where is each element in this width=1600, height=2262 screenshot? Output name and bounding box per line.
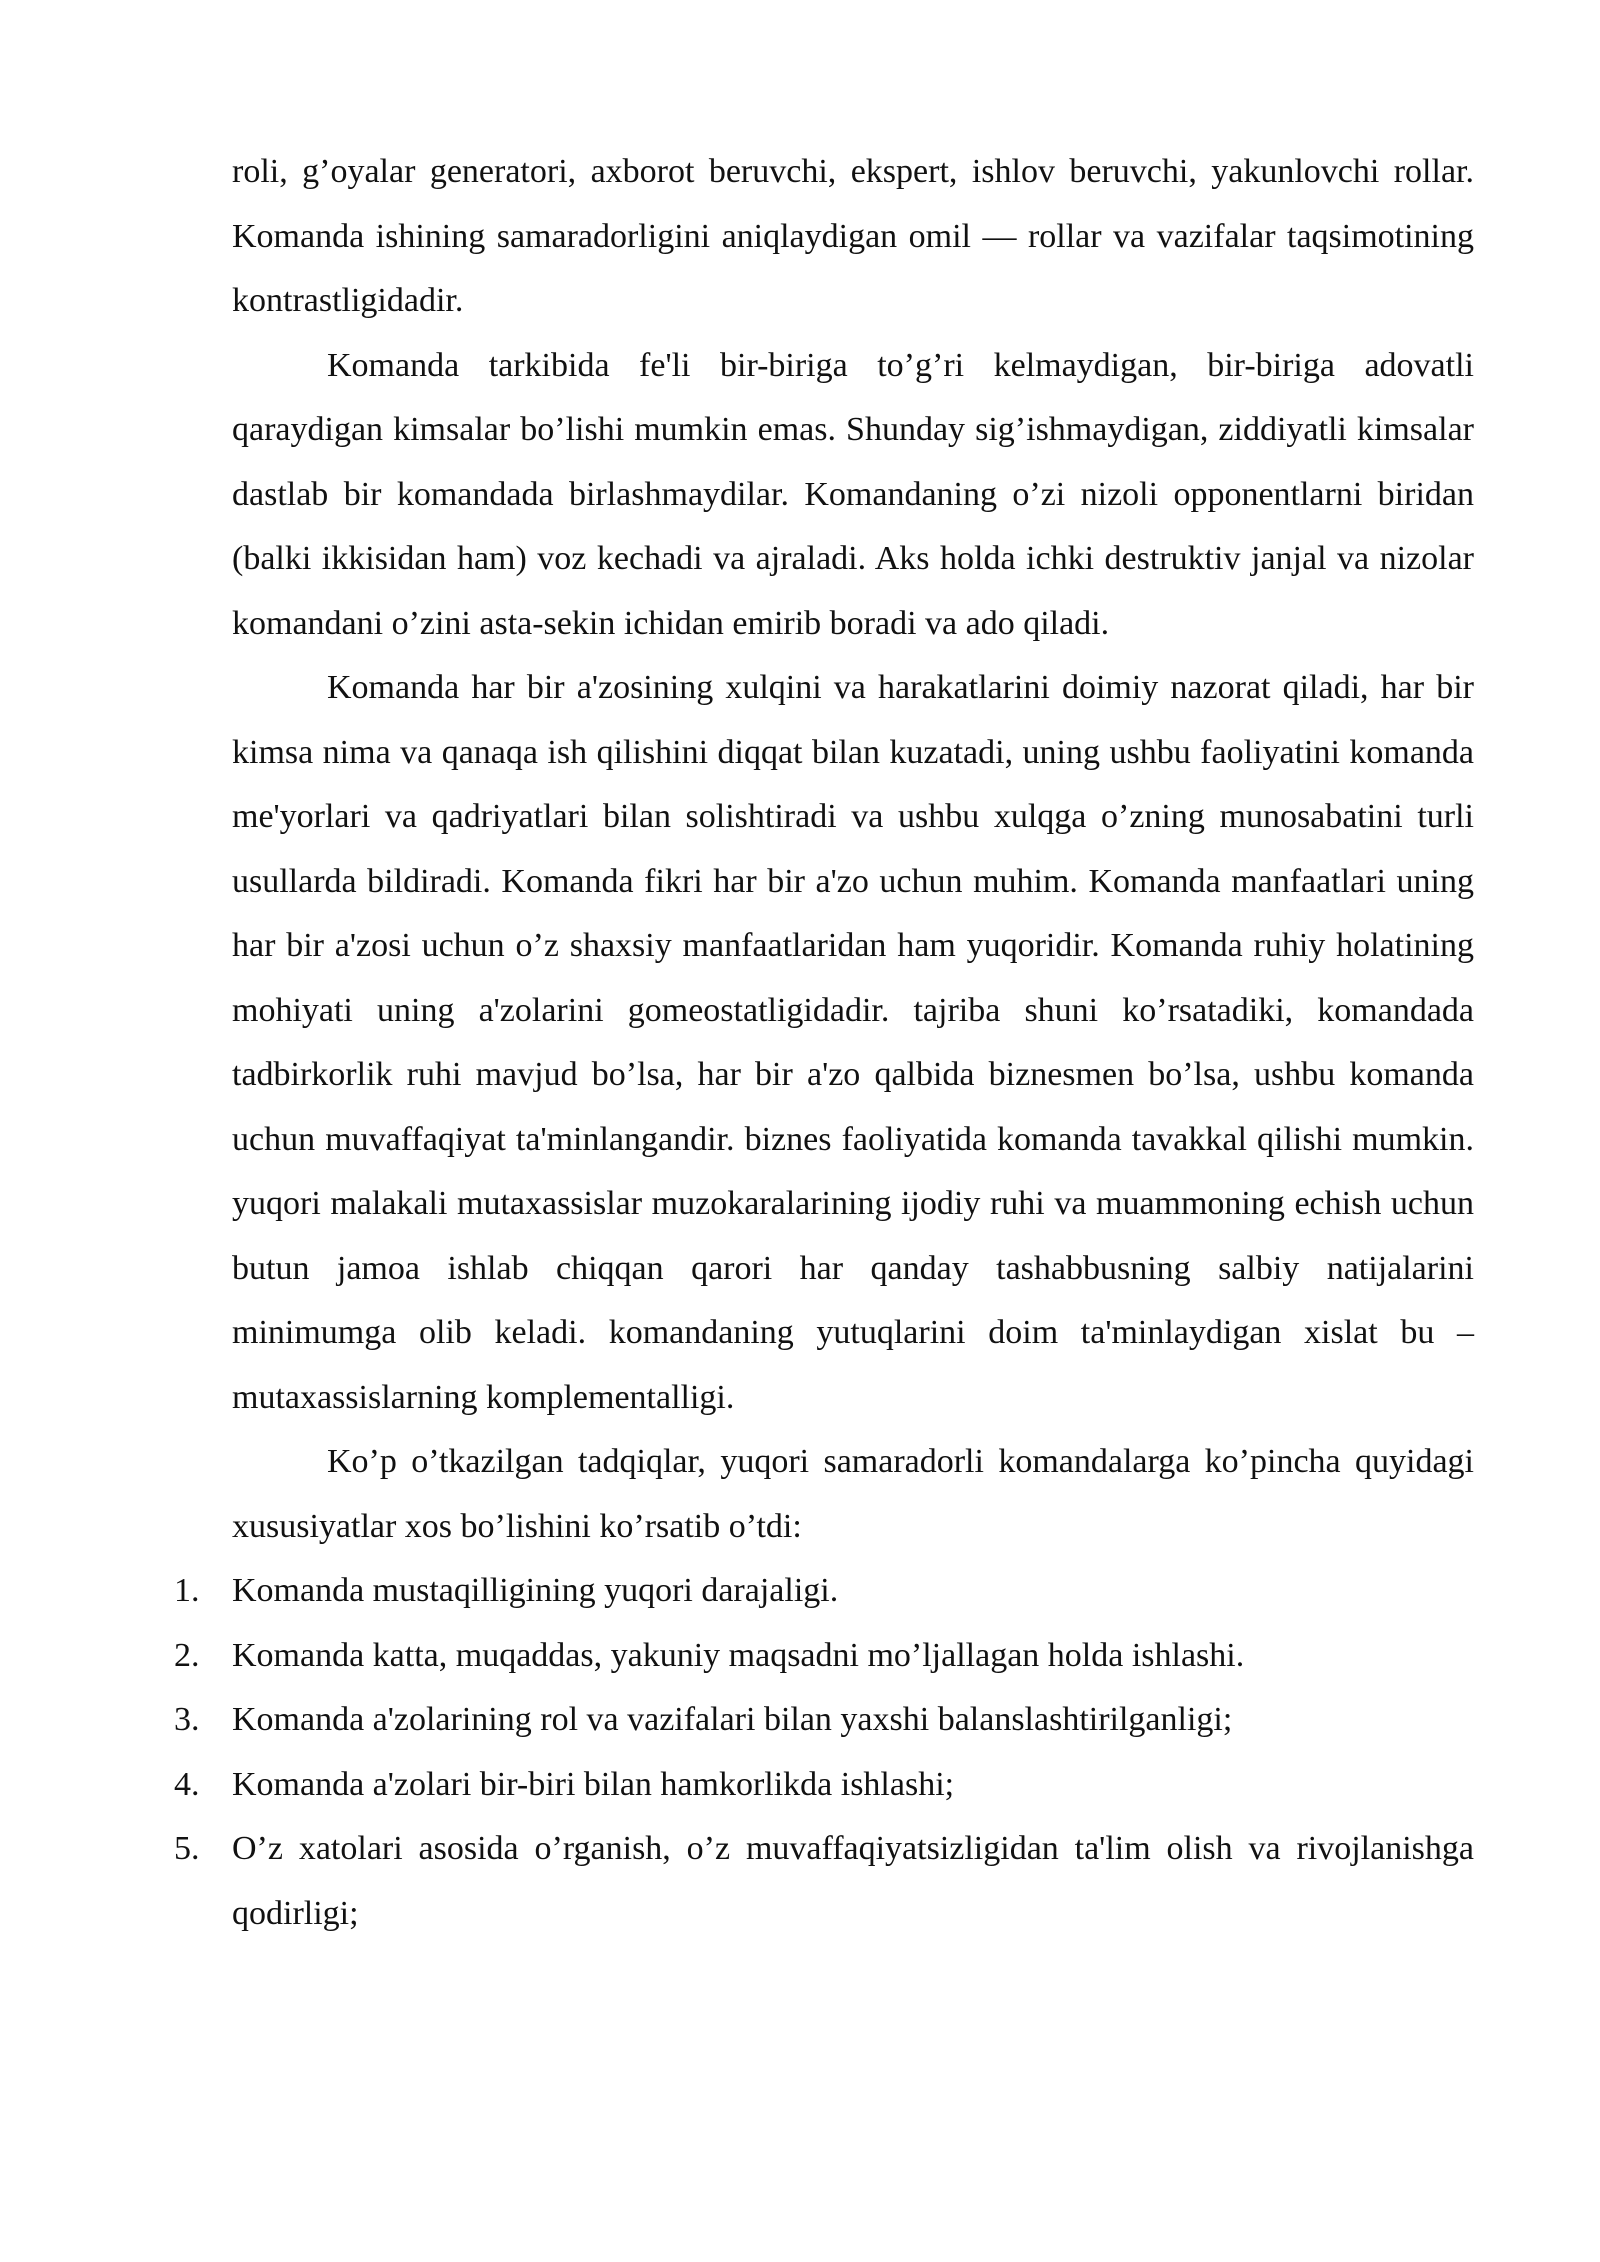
list-item-text: Komanda katta, muqaddas, yakuniy maqsadni mo’ljallagan holda ishlashi. — [232, 1636, 1245, 1674]
document-body — [174, 140, 1474, 1946]
list-item-number: 3. — [174, 1701, 200, 1738]
list-item — [174, 1817, 1474, 1946]
paragraph-continuation: roli, g’oyalar generatori, axborot beruvchi, ekspert, ishlov beruvchi, yakunlovchi rollar. Komanda ishining samaradorligini aniqlaydigan omil — rollar va vazifalar taqsimotining kontrastligidadir. — [232, 153, 1474, 319]
list-item-text: Komanda mustaqilligining yuqori darajaligi. — [232, 1572, 839, 1609]
list-item-text: Komanda a'zolarining rol va vazifalari bilan yaxshi balanslashtirilganligi; — [232, 1701, 1233, 1738]
list-item — [174, 1559, 1474, 1624]
list-item — [174, 1753, 1474, 1818]
list-item-number: 5. — [174, 1830, 200, 1867]
paragraph: Komanda har bir a'zosining xulqini va harakatlarini doimiy nazorat qiladi, har bir kimsa nima va qanaqa ish qilishini diqqat bilan kuzatadi, uning ushbu faoliyatini komanda me'yorlari va qadriyatlari bilan solishtiradi va ushbu xulqga o’zning munosabatini turli usullarda bildiradi. Komanda fikri har bir a'zo uchun muhim. Komanda manfaatlari uning har bir a'zosi uchun o’z shaxsiy manfaatlaridan ham yuqoridir. Komanda ruhiy holatining mohiyati uning a'zolarini gomeostatligidadir. tajriba shuni ko’rsatadiki, komandada tadbirkorlik ruhi mavjud bo’lsa, har bir a'zo qalbida biznesmen bo’lsa, ushbu komanda uchun muvaffaqiyat ta'minlangandir. biznes faoliyatida komanda tavakkal qilishi mumkin. yuqori malakali mutaxassislar muzokaralarining ijodiy ruhi va muammoning echish uchun butun jamoa ishlab chiqqan qarori har qanday tashabbusning salbiy natijalarini minimumga olib keladi. komandaning yutuqlarini doim ta'minlaydigan xislat bu – mutaxassislarning komplementalligi. — [232, 669, 1474, 1416]
list-item — [174, 1688, 1474, 1753]
numbered-list — [174, 1559, 1474, 1946]
list-item — [174, 1624, 1474, 1689]
list-item-text: O’z xatolari asosida o’rganish, o’z muvaffaqiyatsizligidan ta'lim olish va rivojlanishga qodirligi; — [232, 1830, 1474, 1932]
list-item-number: 1. — [174, 1572, 200, 1609]
list-item-number: 4. — [174, 1765, 200, 1803]
paragraph: Ko’p o’tkazilgan tadqiqlar, yuqori samaradorli komandalarga ko’pincha quyidagi xususiyatlar xos bo’lishini ko’rsatib o’tdi: — [232, 1443, 1474, 1545]
paragraph: Komanda tarkibida fe'li bir-biriga to’g’ri kelmaydigan, bir-biriga adovatli qaraydigan kimsalar bo’lishi mumkin emas. Shunday sig’ishmaydigan, ziddiyatli kimsalar dastlab bir komandada birlashmaydilar. Komandaning o’zi nizoli opponentlarni biridan (balki ikkisidan ham) voz kechadi va ajraladi. Aks holda ichki destruktiv janjal va nizolar komandani o’zini asta-sekin ichidan emirib boradi va ado qiladi. — [232, 346, 1474, 642]
list-item-text: Komanda a'zolari bir-biri bilan hamkorlikda ishlashi; — [232, 1765, 955, 1803]
list-item-number: 2. — [174, 1636, 200, 1674]
